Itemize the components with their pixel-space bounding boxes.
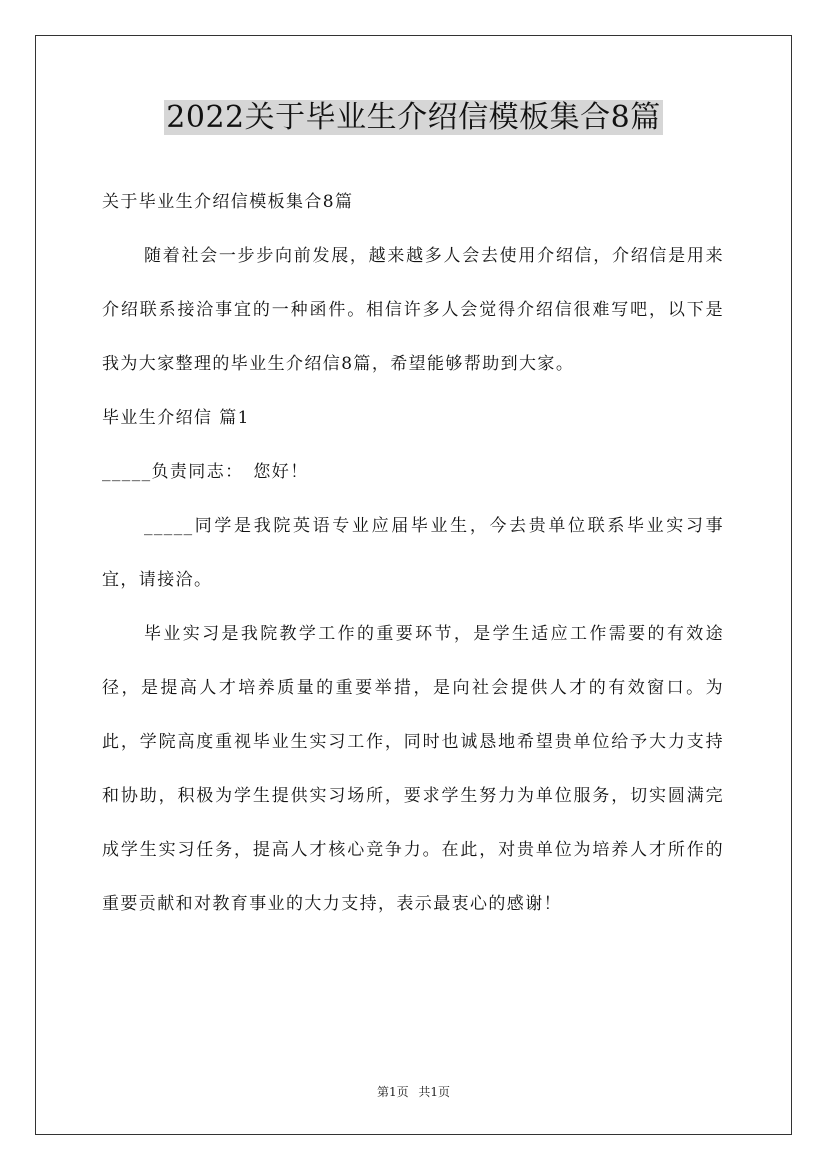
body-paragraph: _____同学是我院英语专业应届毕业生，今去贵单位联系毕业实习事宜，请接洽。 — [102, 516, 724, 590]
document-title-text: 2022关于毕业生介绍信模板集合8篇 — [166, 100, 661, 135]
document-title — [0, 96, 827, 140]
section-heading: 毕业生介绍信 篇1 — [102, 408, 250, 428]
intro-paragraph: 随着社会一步步向前发展，越来越多人会去使用介绍信，介绍信是用来介绍联系接洽事宜的一种函件。相信许多人会觉得介绍信很难写吧，以下是我为大家整理的毕业生介绍信8篇，希望能够帮助到大家。 — [102, 246, 724, 374]
salutation-paragraph: _____负责同志： 您好！ — [102, 462, 309, 482]
page-total: 共1页 — [418, 1085, 451, 1099]
page-footer — [0, 1083, 827, 1100]
page-number: 第1页 — [376, 1085, 409, 1099]
document-body — [102, 175, 724, 931]
body-paragraph: 毕业实习是我院教学工作的重要环节，是学生适应工作需要的有效途径，是提高人才培养质量的重要举措，是向社会提供人才的有效窗口。为此，学院高度重视毕业生实习工作，同时也诚恳地希望贵单位给予大力支持和协助，积极为学生提供实习场所，要求学生努力为单位服务，切实圆满完成学生实习任务，提高人才核心竞争力。在此，对贵单位为培养人才所作的重要贡献和对教育事业的大力支持，表示最衷心的感谢！ — [102, 624, 724, 914]
subtitle-paragraph: 关于毕业生介绍信模板集合8篇 — [102, 192, 354, 212]
